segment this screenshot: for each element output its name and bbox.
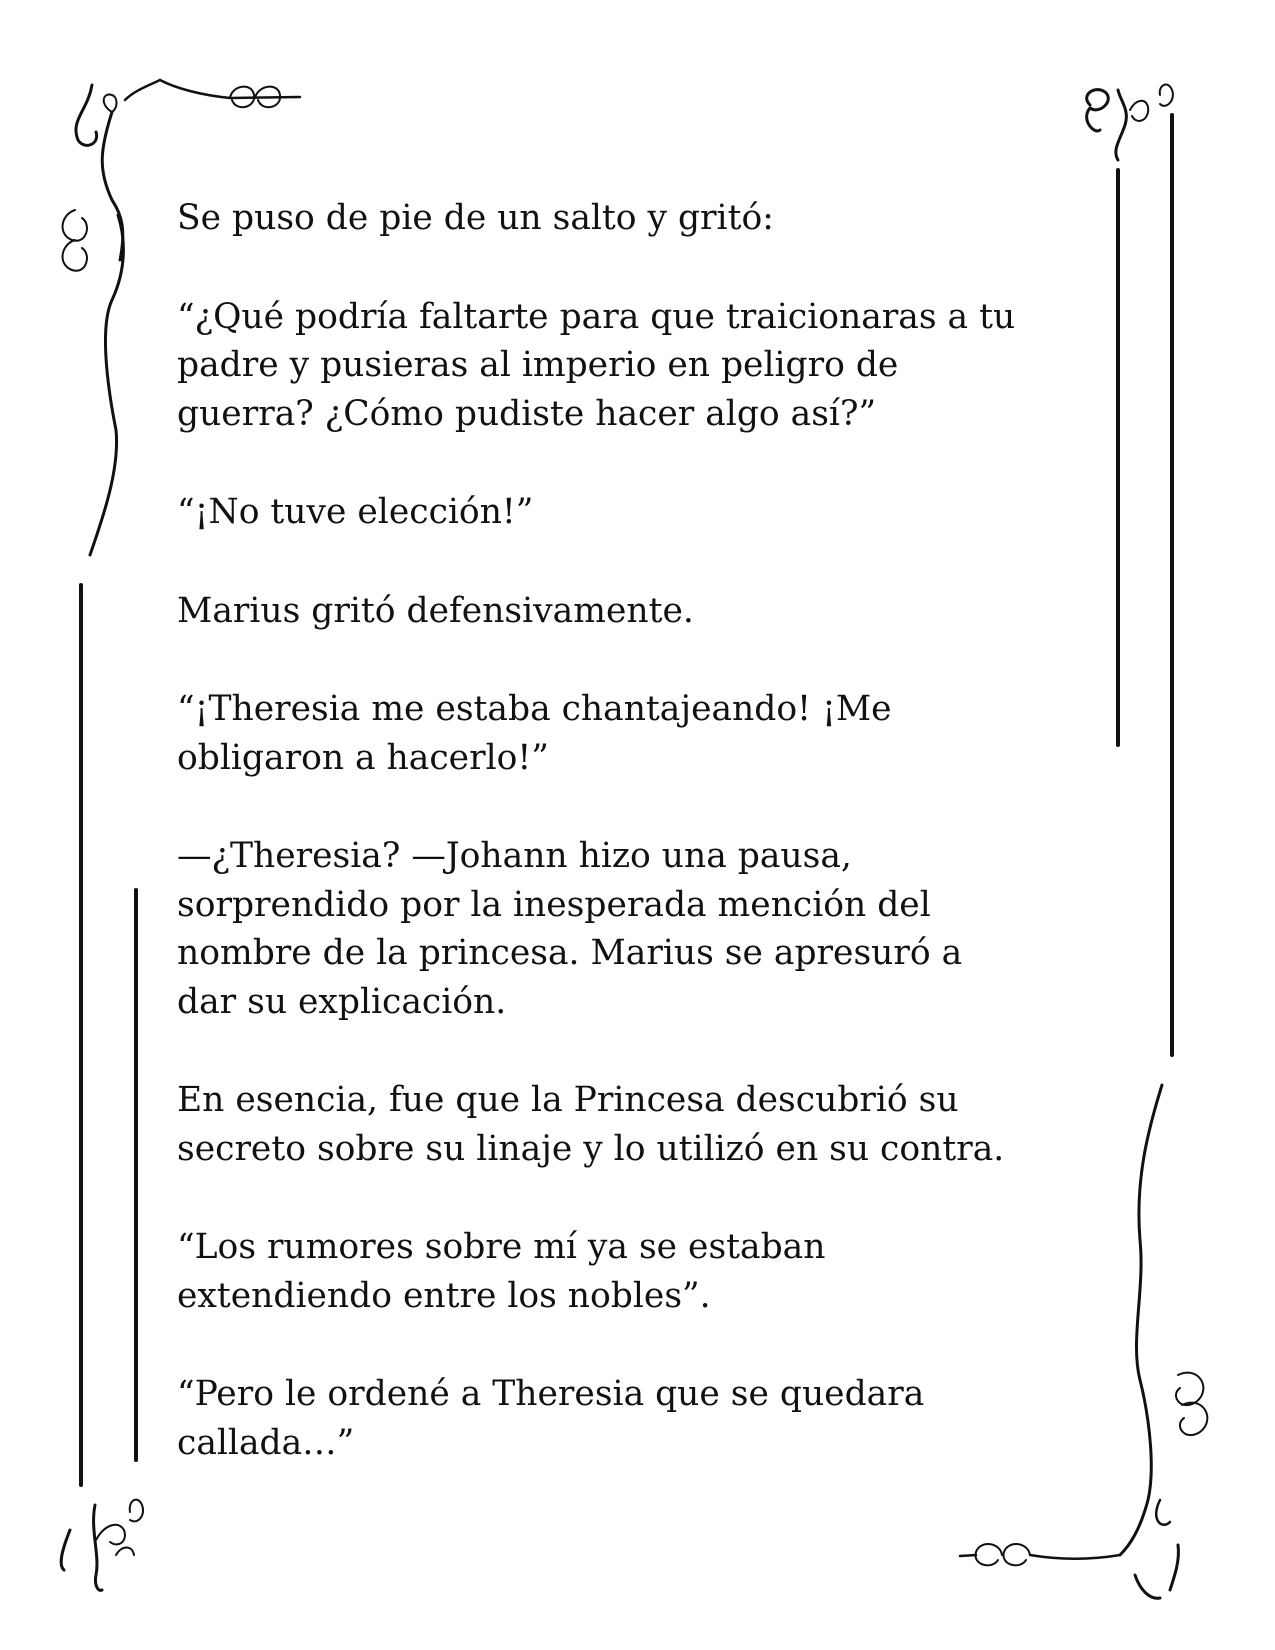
paragraph-3: “¡No tuve elección!” (177, 492, 534, 532)
paragraph-8: “Los rumores sobre mí ya se estaban extendiendo entre los nobles”. (177, 1227, 826, 1316)
bottom-left-flourish (61, 1500, 143, 1591)
paragraph-2: “¿Qué podría faltarte para que traicionaras a tu padre y pusieras al imperio en peligro de guerra? ¿Cómo pudiste hacer algo así?” (177, 296, 1016, 434)
paragraph-5: “¡Theresia me estaba chantajeando! ¡Me obligaron a hacerlo!” (177, 689, 892, 778)
top-right-flourish (1087, 85, 1173, 160)
paragraph-6: —¿Theresia? —Johann hizo una pausa, sorprendido por la inesperada mención del nombre de la princesa. Marius se apresuró a dar su explicación. (177, 836, 963, 1022)
paragraph-4: Marius gritó defensivamente. (177, 590, 694, 631)
story-text (177, 194, 1117, 1467)
paragraph-9: “Pero le ordené a Theresia que se quedara callada…” (177, 1374, 925, 1463)
paragraph-7: En esencia, fue que la Princesa descubrió su secreto sobre su linaje y lo utilizó en su contra. (177, 1080, 1005, 1169)
paragraph-1: Se puso de pie de un salto y gritó: (177, 198, 774, 238)
